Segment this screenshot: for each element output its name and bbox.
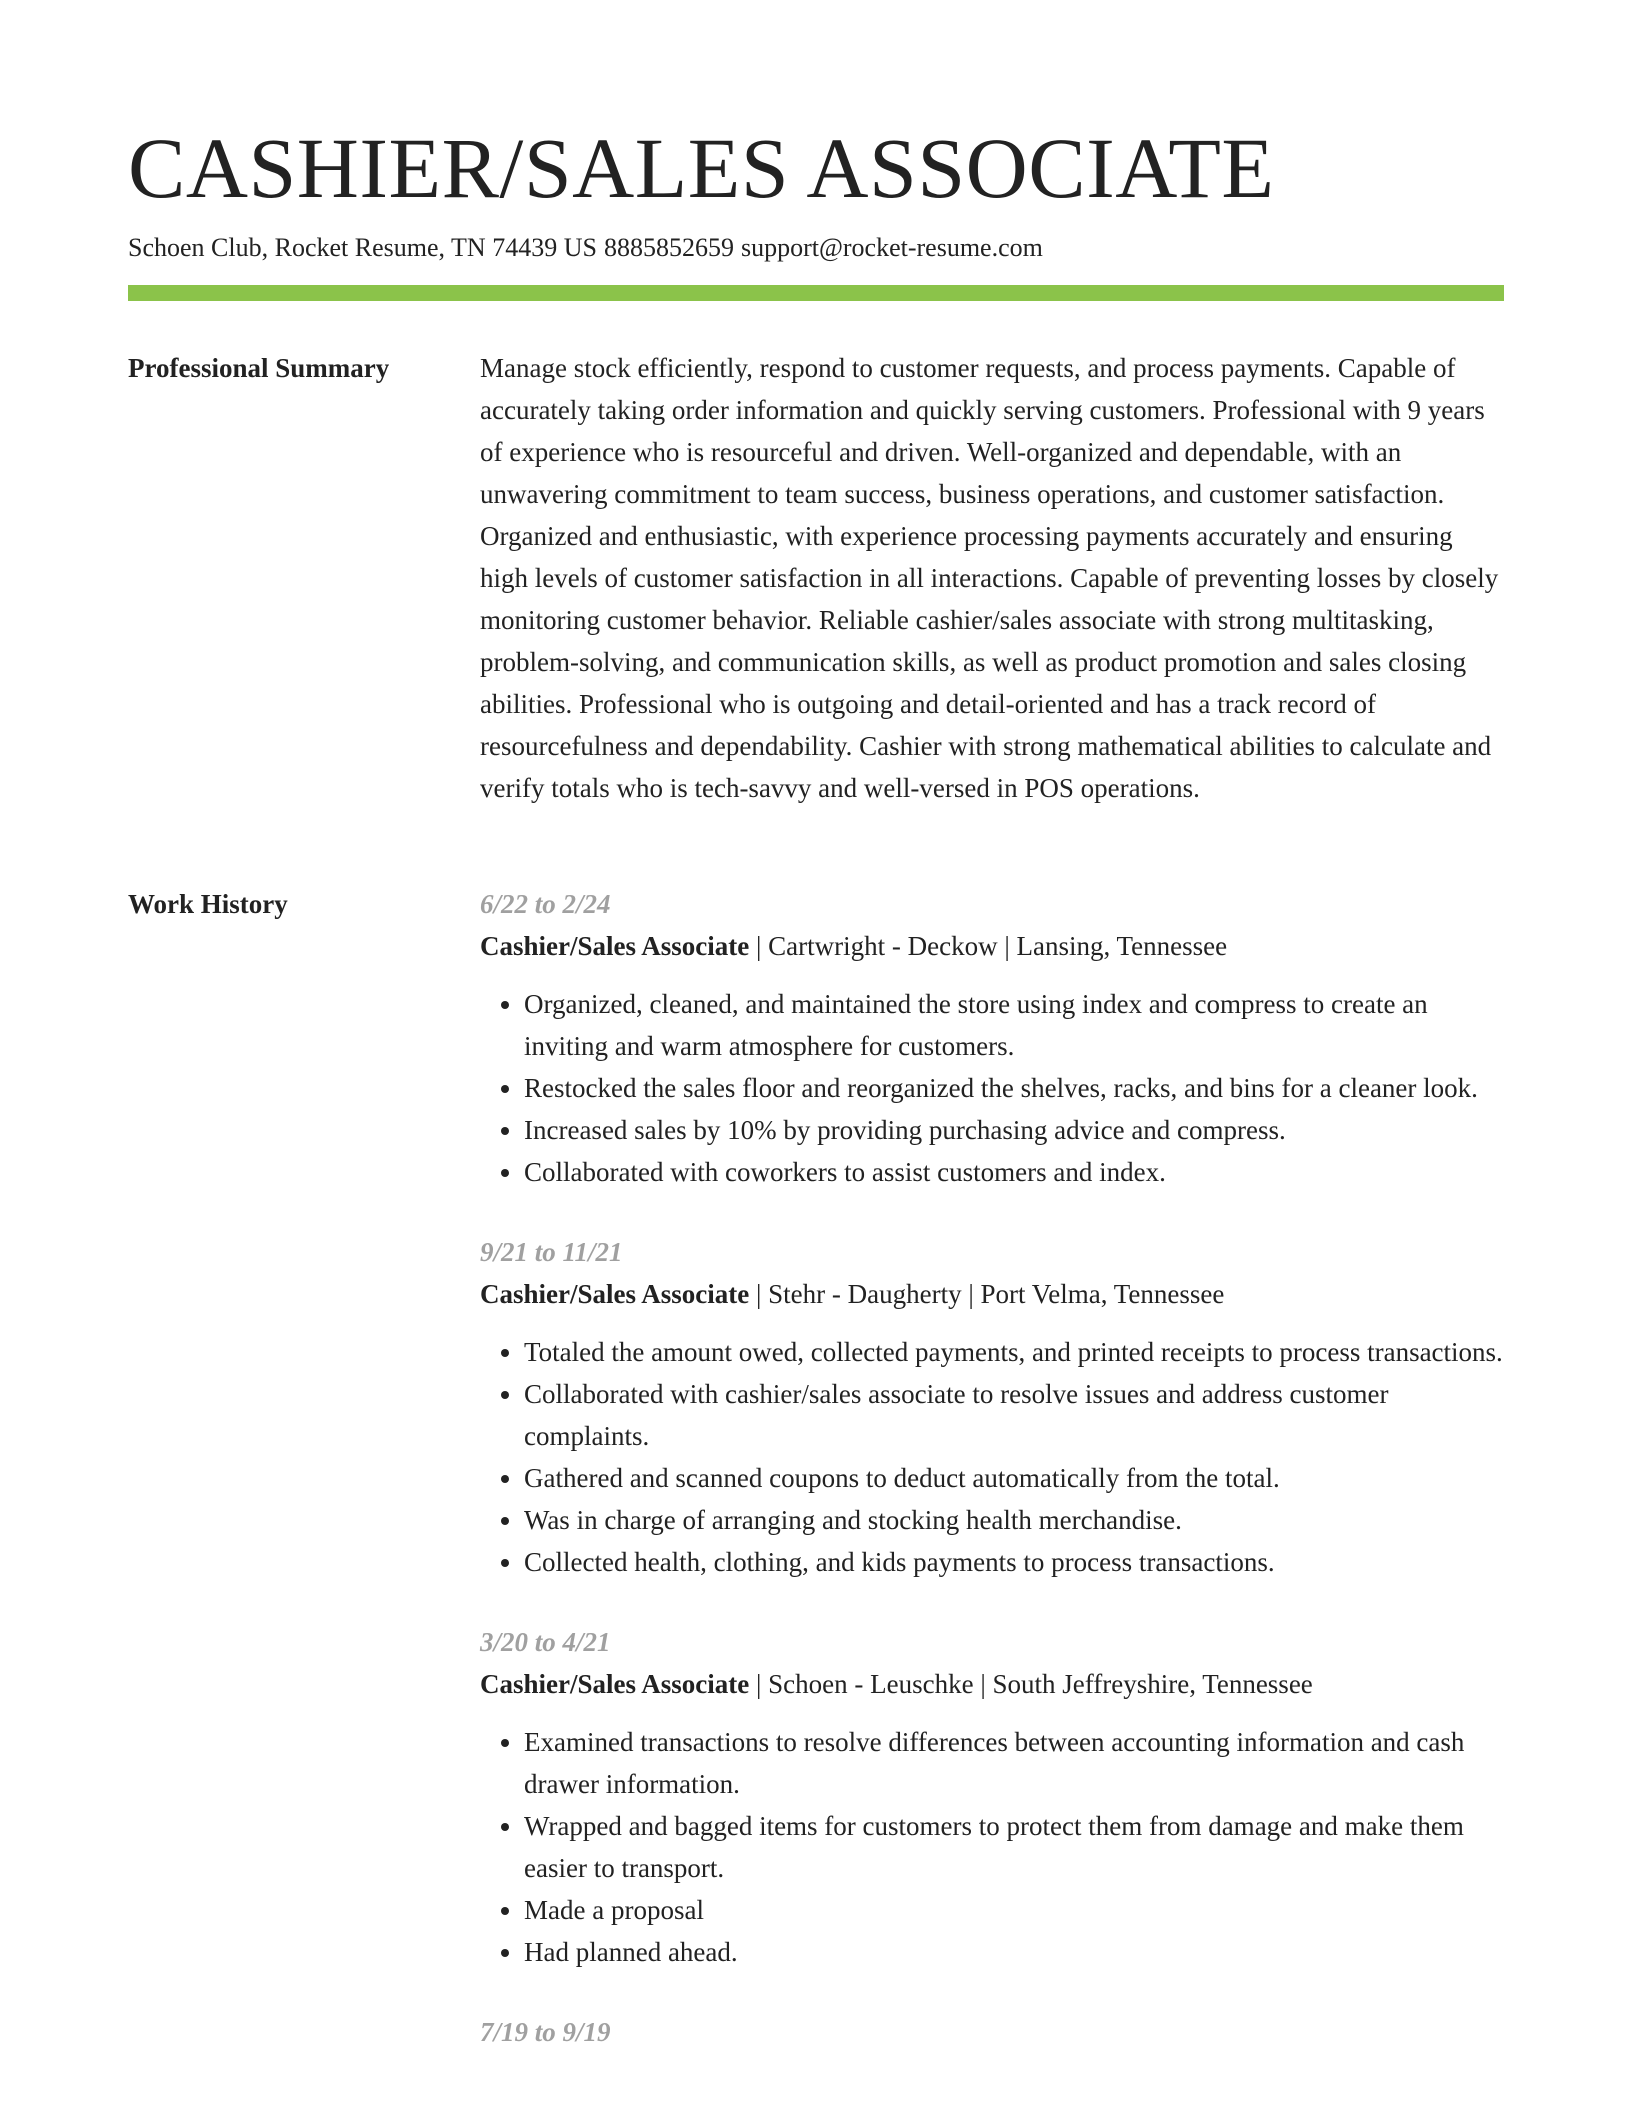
job-bullet-list bbox=[480, 1331, 1504, 1583]
job-entry bbox=[480, 2011, 1504, 2053]
resume-name-heading: CASHIER/SALES ASSOCIATE bbox=[128, 120, 1275, 216]
job-dates: 9/21 to 11/21 bbox=[480, 1237, 623, 1267]
contact-email: support@rocket-resume.com bbox=[740, 233, 1043, 262]
accent-divider bbox=[128, 285, 1504, 301]
contact-line bbox=[128, 230, 1043, 266]
summary-section-label: Professional Summary bbox=[128, 353, 390, 383]
job-bullet-list bbox=[480, 1721, 1504, 1973]
job-employer: Schoen - Leuschke bbox=[768, 1669, 974, 1699]
job-bullet: • Gathered and scanned coupons to deduct automatically from the total. bbox=[524, 1457, 1504, 1499]
job-bullet: • Had planned ahead. bbox=[524, 1931, 1504, 1973]
work-history-section-label: Work History bbox=[128, 889, 288, 919]
job-title-line: Cashier/Sales Associate | Cartwright - Deckow | Lansing, Tennessee bbox=[480, 931, 1228, 961]
job-bullet: • Examined transactions to resolve differences between accounting information and cash drawer information. bbox=[524, 1721, 1504, 1805]
job-bullet: • Organized, cleaned, and maintained the store using index and compress to create an inviting and warm atmosphere for customers. bbox=[524, 983, 1504, 1067]
job-title: Cashier/Sales Associate bbox=[480, 1279, 750, 1309]
job-bullet: • Increased sales by 10% by providing purchasing advice and compress. bbox=[524, 1109, 1504, 1151]
job-entry bbox=[480, 1231, 1504, 1583]
job-bullet: • Collected health, clothing, and kids payments to process transactions. bbox=[524, 1541, 1504, 1583]
job-bullet: • Wrapped and bagged items for customers to protect them from damage and make them easier to transport. bbox=[524, 1805, 1504, 1889]
job-title: Cashier/Sales Associate bbox=[480, 931, 750, 961]
job-bullet: • Made a proposal bbox=[524, 1889, 1504, 1931]
job-location: Lansing, Tennessee bbox=[1016, 931, 1228, 961]
job-dates: 7/19 to 9/19 bbox=[480, 2017, 611, 2047]
job-dates: 3/20 to 4/21 bbox=[480, 1627, 611, 1657]
job-location: South Jeffreyshire, Tennessee bbox=[992, 1669, 1313, 1699]
job-bullet: • Was in charge of arranging and stocking health merchandise. bbox=[524, 1499, 1504, 1541]
job-employer: Stehr - Daugherty bbox=[768, 1279, 962, 1309]
job-bullet: • Collaborated with cashier/sales associate to resolve issues and address customer complaints. bbox=[524, 1373, 1504, 1457]
job-entry bbox=[480, 883, 1504, 1193]
job-title-line: Cashier/Sales Associate | Schoen - Leuschke | South Jeffreyshire, Tennessee bbox=[480, 1669, 1313, 1699]
contact-address: Schoen Club, Rocket Resume, TN 74439 US bbox=[128, 233, 597, 262]
job-bullet: • Collaborated with coworkers to assist customers and index. bbox=[524, 1151, 1504, 1193]
job-location: Port Velma, Tennessee bbox=[980, 1279, 1225, 1309]
work-history-body bbox=[480, 883, 1504, 2091]
job-employer: Cartwright - Deckow bbox=[768, 931, 998, 961]
job-title-line: Cashier/Sales Associate | Stehr - Daugherty | Port Velma, Tennessee bbox=[480, 1279, 1225, 1309]
summary-text: Manage stock efficiently, respond to customer requests, and process payments. Capable of accurately taking order information and quickly serving customers. Professional with 9 years of experience who is resourceful and driven. Well-organized and dependable, with an unwavering commitment to team success, business operations, and customer satisfaction. Organized and enthusiastic, with experience processing payments accurately and ensuring high levels of customer satisfaction in all interactions. Capable of preventing losses by closely monitoring customer behavior. Reliable cashier/sales associate with strong multitasking, problem-solving, and communication skills, as well as product promotion and sales closing abilities. Professional who is outgoing and detail-oriented and has a track record of resourcefulness and dependability. Cashier with strong mathematical abilities to calculate and verify totals who is tech-savvy and well-versed in POS operations. bbox=[480, 353, 1499, 803]
job-bullet-list bbox=[480, 983, 1504, 1193]
job-dates: 6/22 to 2/24 bbox=[480, 889, 611, 919]
job-bullet: • Restocked the sales floor and reorganized the shelves, racks, and bins for a cleaner look. bbox=[524, 1067, 1504, 1109]
job-bullet: • Totaled the amount owed, collected payments, and printed receipts to process transactions. bbox=[524, 1331, 1504, 1373]
job-entry bbox=[480, 1621, 1504, 1973]
job-title: Cashier/Sales Associate bbox=[480, 1669, 750, 1699]
contact-phone: 8885852659 bbox=[603, 233, 734, 262]
summary-body bbox=[480, 347, 1504, 809]
